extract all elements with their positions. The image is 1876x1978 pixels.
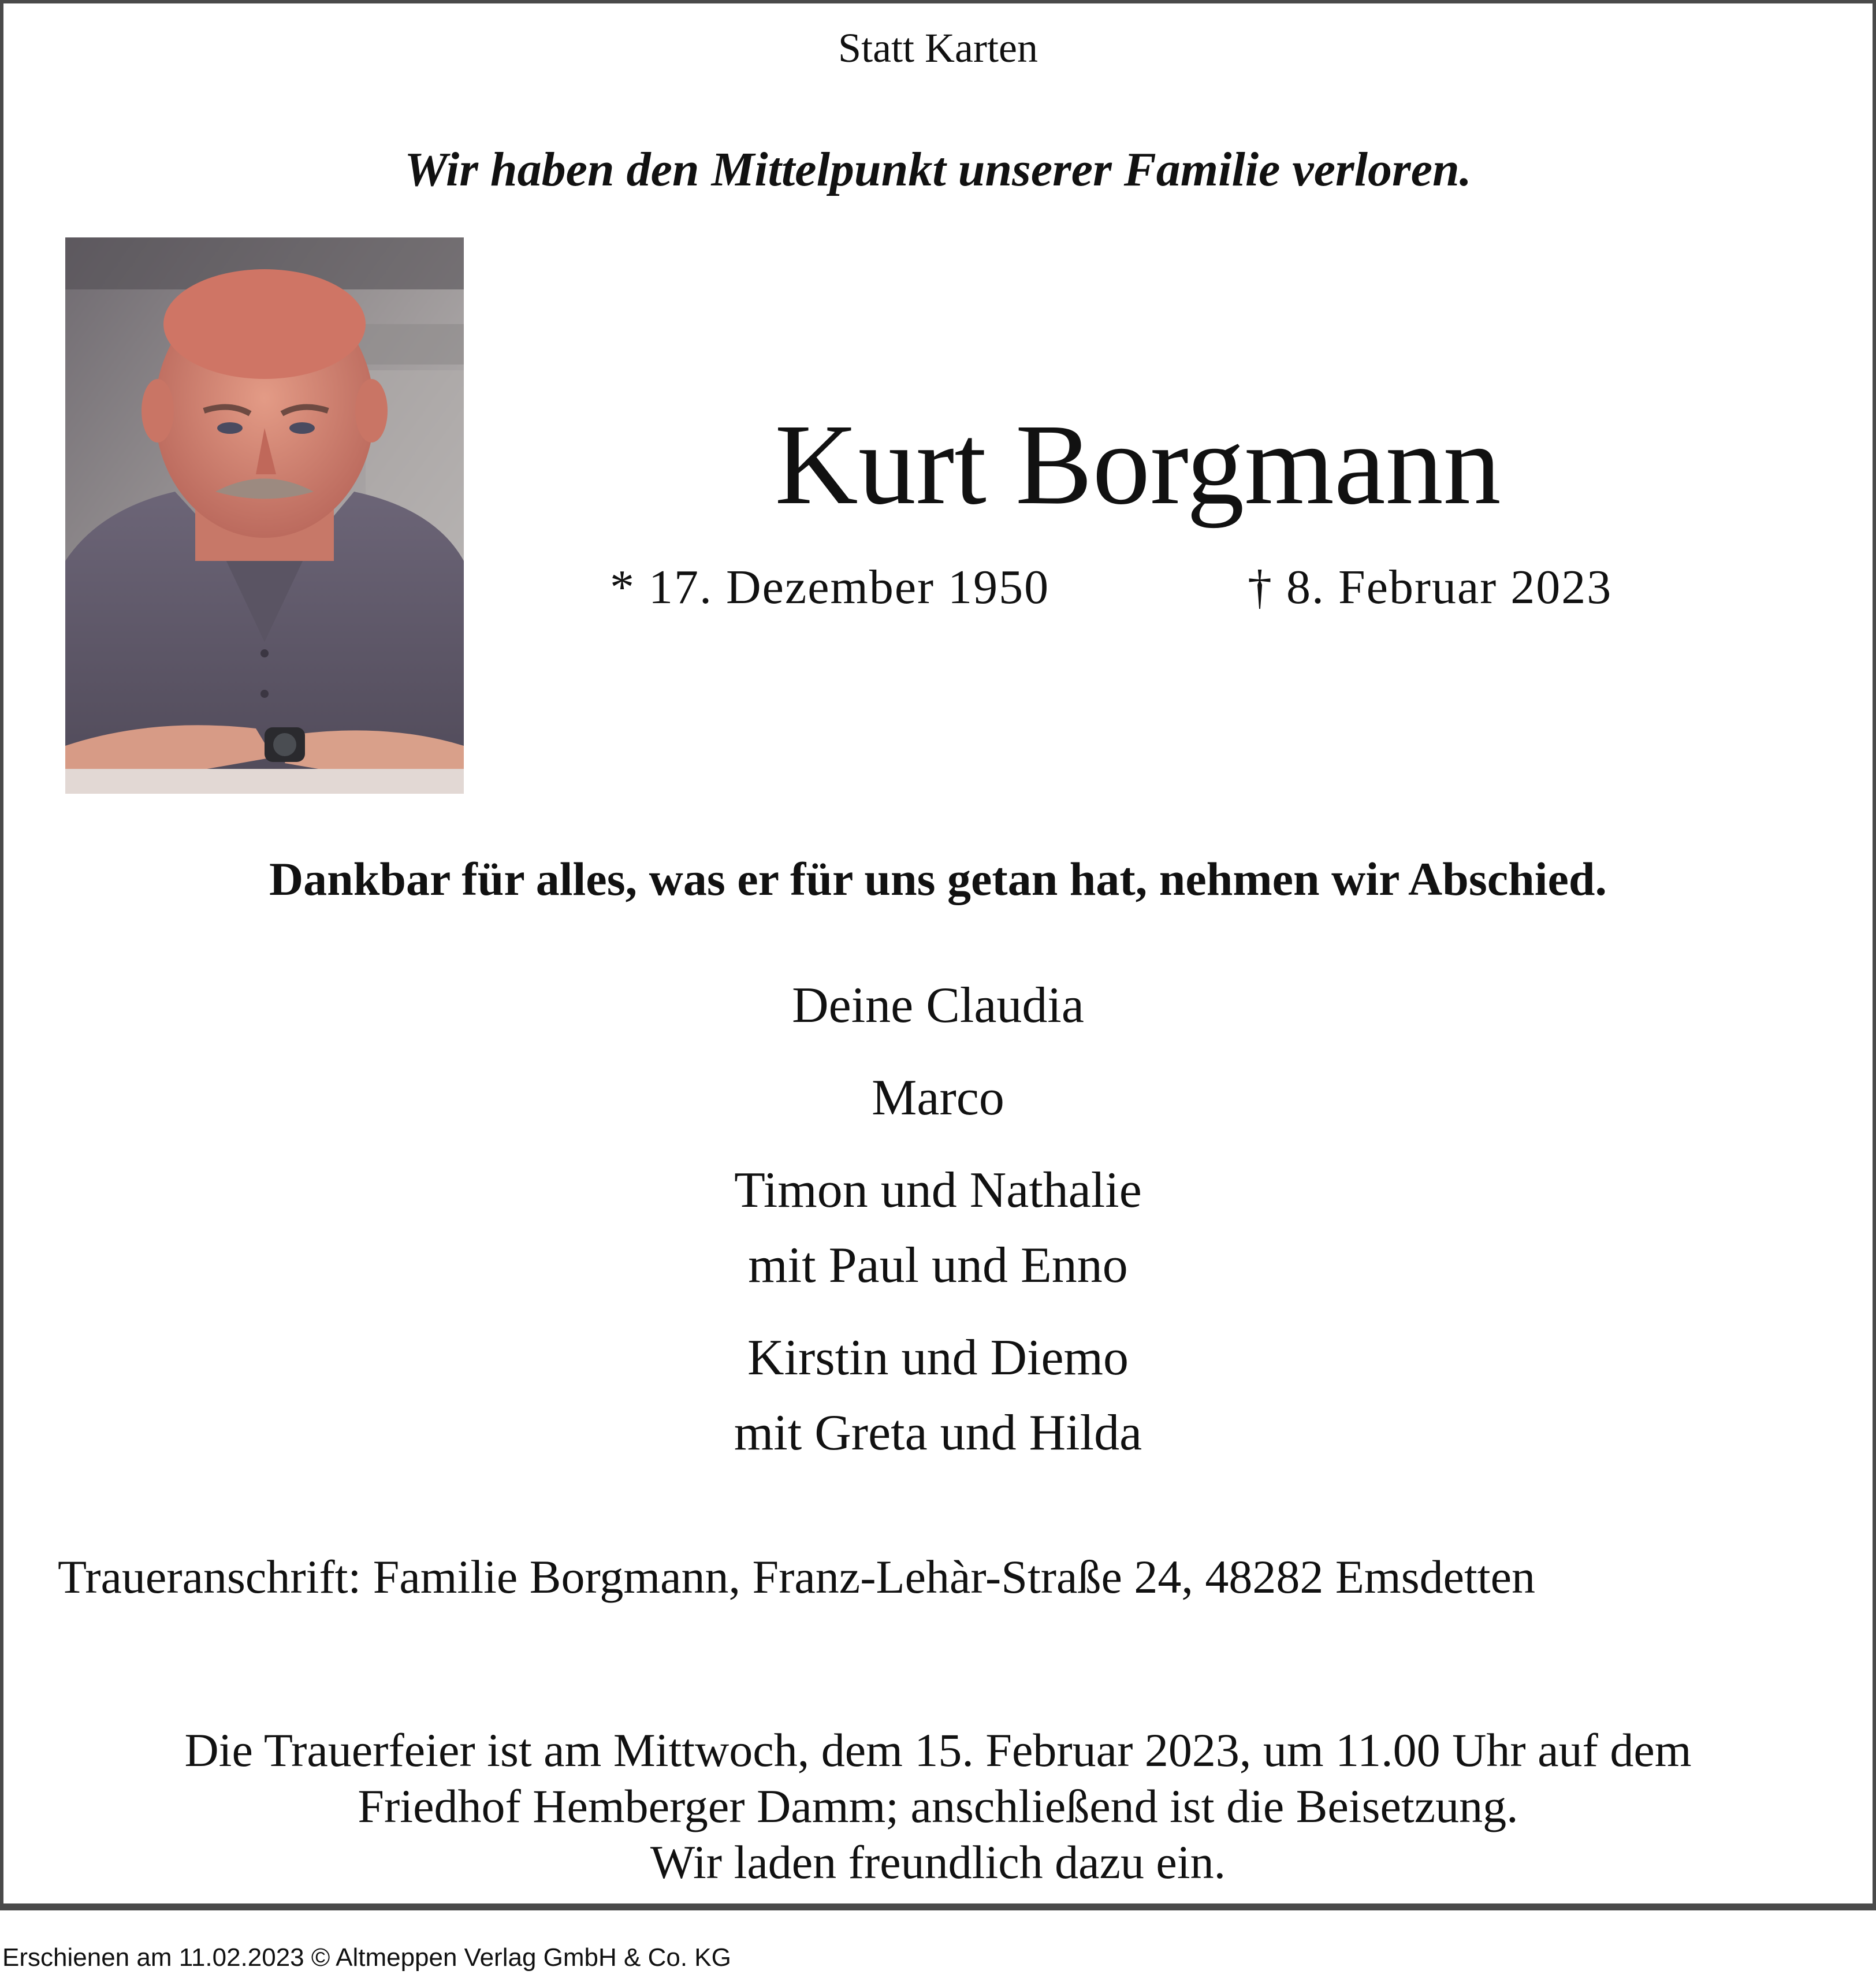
ceremony-line: Wir laden freundlich dazu ein.	[650, 1836, 1226, 1888]
deceased-name: Kurt Borgmann	[775, 401, 1501, 529]
family-line: Deine Claudia	[792, 977, 1084, 1033]
death-date: † 8. Februar 2023	[1248, 560, 1613, 614]
publication-footer: Erschienen am 11.02.2023 © Altmeppen Verlag GmbH & Co. KG	[2, 1943, 731, 1972]
header-note: Statt Karten	[838, 25, 1038, 71]
family-line: mit Paul und Enno	[748, 1237, 1128, 1293]
portrait-photo	[65, 237, 464, 794]
family-line: Marco	[872, 1070, 1004, 1126]
family-line: Kirstin und Diemo	[747, 1330, 1129, 1386]
family-line: Timon und Nathalie	[734, 1162, 1142, 1218]
birth-date: * 17. Dezember 1950	[610, 560, 1050, 614]
thanks-line: Dankbar für alles, was er für uns getan hat, nehmen wir Abschied.	[269, 853, 1607, 905]
ceremony-line: Die Trauerfeier ist am Mittwoch, dem 15. Februar 2023, um 11.00 Uhr auf dem	[184, 1724, 1692, 1776]
family-line: mit Greta und Hilda	[734, 1405, 1142, 1461]
motto: Wir haben den Mittelpunkt unserer Familie verloren.	[404, 143, 1472, 196]
ceremony-line: Friedhof Hemberger Damm; anschließend ist die Beisetzung.	[358, 1780, 1518, 1832]
mourning-address: Traueranschrift: Familie Borgmann, Franz-Lehàr-Straße 24, 48282 Emsdetten	[58, 1551, 1535, 1603]
